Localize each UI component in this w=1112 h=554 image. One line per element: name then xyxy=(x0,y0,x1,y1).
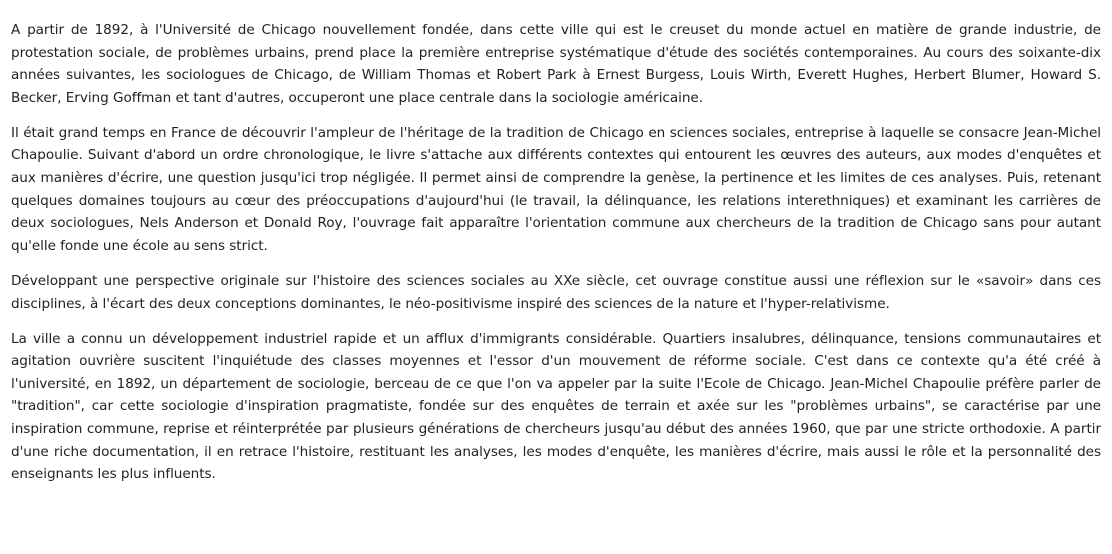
book-description xyxy=(11,19,1101,498)
paragraph-context: La ville a connu un développement industriel rapide et un afflux d'immigrants considérable. Quartiers insalubres, délinquance, tensions communautaires et agitation ouvrière suscitent l'inquiétude des classes moyennes et l'essor d'un mouvement de réforme sociale. C'est dans ce contexte qu'a été créé à l'université, en 1892, un département de sociologie, berceau de ce que l'on va appeler par la suite l'Ecole de Chicago. Jean-Michel Chapoulie préfère parler de "tradition", car cette sociologie d'inspiration pragmatiste, fondée sur des enquêtes de terrain et axée sur les "problèmes urbains", se caractérise par une inspiration commune, reprise et réinterprétée par plusieurs générations de chercheurs jusqu'au début des années 1960, que par une stricte orthodoxie. A partir d'une riche documentation, il en retrace l'histoire, restituant les analyses, les modes d'enquête, les manières d'écrire, mais aussi le rôle et la personnalité des enseignants les plus influents. xyxy=(11,330,1101,483)
paragraph-intro: A partir de 1892, à l'Université de Chicago nouvellement fondée, dans cette ville qui est le creuset du monde actuel en matière de grande industrie, de protestation sociale, de problèmes urbains, prend place la première entreprise systématique d'étude des sociétés contemporaines. Au cours des soixante-dix années suivantes, les sociologues de Chicago, de William Thomas et Robert Park à Ernest Burgess, Louis Wirth, Everett Hughes, Herbert Blumer, Howard S. Becker, Erving Goffman et tant d'autres, occuperont une place centrale dans la sociologie américaine. xyxy=(11,22,1101,106)
paragraph-heritage: Il était grand temps en France de découvrir l'ampleur de l'héritage de la tradition de Chicago en sciences sociales, entreprise à laquelle se consacre Jean-Michel Chapoulie. Suivant d'abord un ordre chronologique, le livre s'attache aux différents contextes qui entourent les œuvres des auteurs, aux modes d'enquêtes et aux manières d'écrire, une question jusqu'ici trop négligée. Il permet ainsi de comprendre la genèse, la pertinence et les limites de ces analyses. Puis, retenant quelques domaines toujours au cœur des préoccupations d'aujourd'hui (le travail, la délinquance, les relations interethniques) et examinant les carrières de deux sociologues, Nels Anderson et Donald Roy, l'ouvrage fait apparaître l'orientation commune aux chercheurs de la tradition de Chicago sans pour autant qu'elle fonde une école au sens strict. xyxy=(11,124,1101,254)
paragraph-perspective: Développant une perspective originale sur l'histoire des sciences sociales au XXe siècle, cet ouvrage constitue aussi une réflexion sur le «savoir» dans ces disciplines, à l'écart des deux conceptions dominantes, le néo-positivisme inspiré des sciences de la nature et l'hyper-relativisme. xyxy=(11,272,1101,312)
